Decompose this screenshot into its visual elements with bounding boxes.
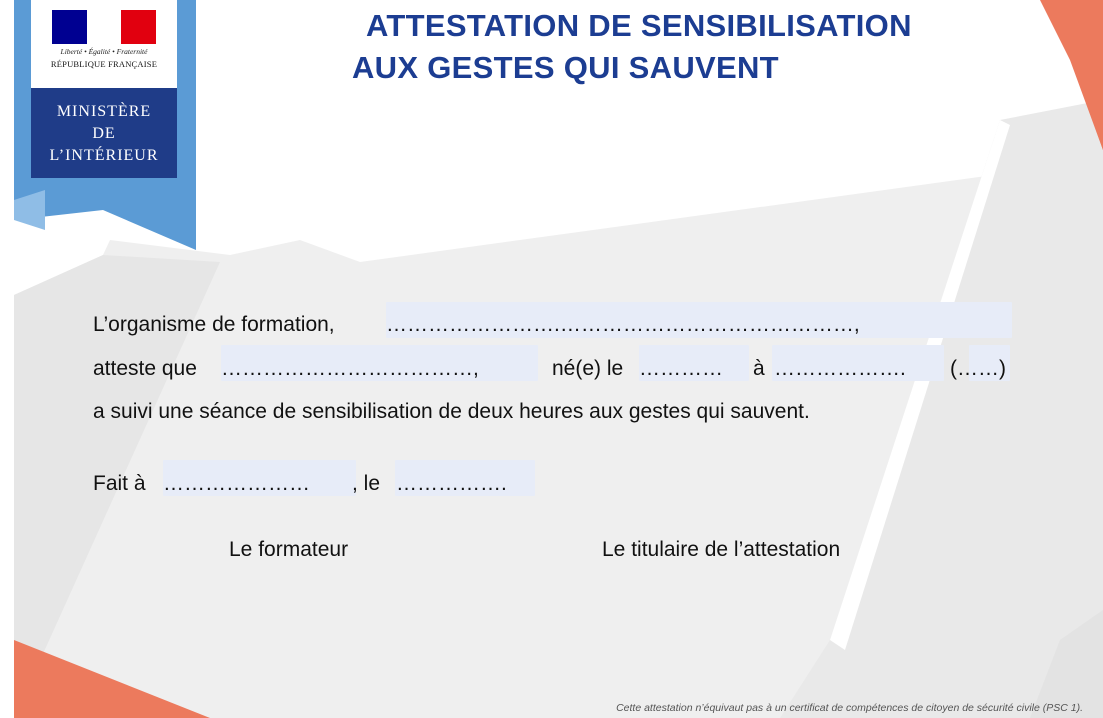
republic-motto: Liberté • Égalité • Fraternité bbox=[60, 47, 148, 56]
date-dots: ……………. bbox=[396, 472, 507, 495]
atteste-que-label: atteste que bbox=[93, 357, 197, 380]
ne-le-label: né(e) le bbox=[552, 357, 624, 380]
le-label: , le bbox=[352, 472, 381, 495]
ministry-name bbox=[31, 88, 177, 178]
signature-titulaire-label: Le titulaire de l’attestation bbox=[602, 538, 841, 561]
departement-dots: (……) bbox=[950, 357, 1006, 380]
signature-formateur-label: Le formateur bbox=[229, 538, 349, 561]
ministry-line-1: MINISTÈRE bbox=[56, 103, 152, 120]
fait-a-label: Fait à bbox=[93, 472, 146, 495]
organisme-dots: …………………….……………………………………, bbox=[386, 313, 860, 336]
nom-dots: ………………………………, bbox=[221, 357, 479, 380]
french-flag-icon bbox=[52, 10, 156, 44]
footer-disclaimer: Cette attestation n’équivaut pas à un certificat de compétences de citoyen de sécurité civile (PSC 1). bbox=[616, 702, 1083, 714]
republique-francaise-label: RÉPUBLIQUE FRANÇAISE bbox=[50, 59, 158, 69]
lieu-naissance-dots: ………………. bbox=[774, 357, 906, 380]
title-line-1: ATTESTATION DE SENSIBILISATION bbox=[366, 8, 912, 43]
a-label: à bbox=[753, 357, 765, 380]
ministry-logo bbox=[31, 0, 177, 178]
fait-a-dots: ………………… bbox=[163, 472, 310, 495]
republique-logo-box bbox=[31, 0, 177, 88]
ministry-line-3: L’INTÉRIEUR bbox=[49, 147, 159, 164]
organisme-label: L’organisme de formation, bbox=[93, 313, 335, 336]
date-naissance-dots: ………… bbox=[639, 357, 723, 380]
suivi-sentence: a suivi une séance de sensibilisation de deux heures aux gestes qui sauvent. bbox=[93, 400, 810, 423]
title-line-2: AUX GESTES QUI SAUVENT bbox=[352, 50, 779, 85]
ministry-line-2: DE bbox=[92, 125, 116, 142]
